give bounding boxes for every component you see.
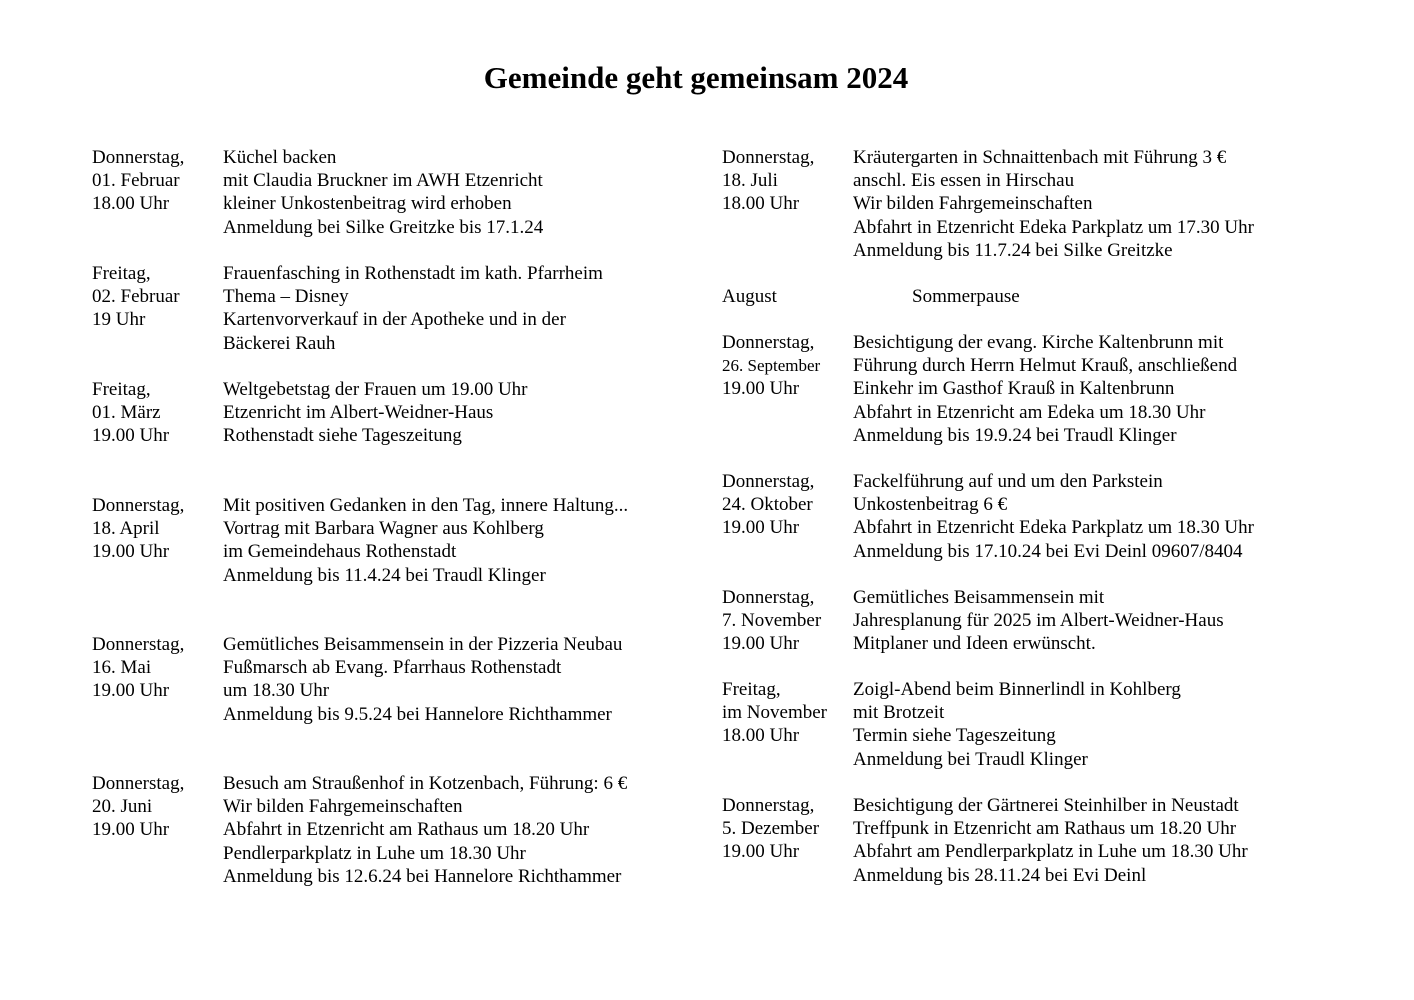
event-date-block (722, 586, 850, 656)
event-line: Anmeldung bis 19.9.24 bei Traudl Klinger (853, 424, 1177, 446)
event-line: Küchel backen (223, 147, 337, 168)
event-line: um 18.30 Uhr (223, 680, 330, 702)
event-date-block (722, 146, 850, 216)
event-line: Anmeldung bei Traudl Klinger (853, 748, 1088, 770)
event-date-block (92, 772, 220, 842)
event-line: Anmeldung bei Silke Greitzke bis 17.1.24 (223, 216, 544, 238)
event-weekday: Donnerstag, (92, 773, 185, 794)
event-line: Gemütliches Beisammensein mit (853, 587, 1105, 608)
event-date-block (722, 331, 850, 401)
event-weekday: Donnerstag, (722, 795, 815, 816)
event-line: Treffpunk in Etzenricht am Rathaus um 18.20 Uhr (853, 818, 1237, 840)
event-line: Einkehr im Gasthof Krauß in Kaltenbrunn (853, 378, 1175, 400)
event-time: 18.00 Uhr (722, 193, 800, 215)
event-weekday: Freitag, (722, 679, 781, 700)
event-line: Abfahrt in Etzenricht am Rathaus um 18.20 Uhr (223, 819, 590, 841)
event-line: Kräutergarten in Schnaittenbach mit Führung 3 € (853, 147, 1227, 168)
event-date-block (92, 633, 220, 703)
event-description (223, 772, 627, 888)
event-line: Besichtigung der evang. Kirche Kaltenbrunn mit (853, 332, 1224, 353)
event-description (853, 470, 1254, 563)
event-time: 19.00 Uhr (92, 541, 170, 563)
event-date-block (722, 470, 850, 540)
event-date: 24. Oktober (722, 494, 813, 516)
event-line: Pendlerparkplatz in Luhe um 18.30 Uhr (223, 842, 526, 864)
event-line: Wir bilden Fahrgemeinschaften (853, 193, 1093, 215)
event-time: 18.00 Uhr (722, 725, 800, 747)
event-weekday: Donnerstag, (722, 471, 815, 492)
event-line: Führung durch Herrn Helmut Krauß, anschließend (853, 355, 1238, 377)
event-weekday: Donnerstag, (722, 332, 815, 353)
event-date: 5. Dezember (722, 818, 820, 840)
event-line: Anmeldung bis 9.5.24 bei Hannelore Richthammer (223, 703, 612, 725)
event-description (223, 494, 628, 587)
event-line: Mit positiven Gedanken in den Tag, innere Haltung... (223, 495, 629, 516)
event-time: 19.00 Uhr (722, 841, 800, 863)
event-line: Besichtigung der Gärtnerei Steinhilber in Neustadt (853, 795, 1239, 816)
event-line: mit Claudia Bruckner im AWH Etzenricht (223, 170, 543, 192)
event-time: 19.00 Uhr (92, 425, 170, 447)
event-line: Kartenvorverkauf in der Apotheke und in der (223, 309, 566, 331)
event-weekday: Freitag, (92, 263, 151, 284)
event-line: Mitplaner und Ideen erwünscht. (853, 633, 1096, 655)
event-date-block (92, 378, 220, 448)
event-date: 16. Mai (92, 657, 152, 679)
event-line: Gemütliches Beisammensein in der Pizzeria Neubau (223, 634, 623, 655)
pause-text: Sommerpause (912, 286, 1020, 307)
event-date-block (722, 678, 850, 748)
event-line: Etzenricht im Albert-Weidner-Haus (223, 402, 494, 424)
event-time: 19.00 Uhr (722, 633, 800, 655)
event-line: Anmeldung bis 12.6.24 bei Hannelore Richthammer (223, 865, 622, 887)
event-line: Abfahrt am Pendlerparkplatz in Luhe um 18.30 Uhr (853, 841, 1248, 863)
event-date: 01. März (92, 402, 161, 424)
event-date: 02. Februar (92, 286, 180, 308)
event-line: Anmeldung bis 17.10.24 bei Evi Deinl 09607/8404 (853, 540, 1243, 562)
event-time: 19.00 Uhr (92, 680, 170, 702)
event-date: 7. November (722, 610, 822, 632)
event-line: Abfahrt in Etzenricht Edeka Parkplatz um 18.30 Uhr (853, 517, 1254, 539)
event-line: Besuch am Straußenhof in Kotzenbach, Führung: 6 € (223, 773, 628, 794)
event-date-block (722, 794, 850, 864)
event-description (853, 794, 1248, 887)
document-title: Gemeinde geht gemeinsam 2024 (483, 60, 909, 95)
event-weekday: Donnerstag, (92, 495, 185, 516)
pause-month: August (722, 286, 777, 307)
event-description (223, 146, 543, 239)
event-time: 19.00 Uhr (722, 517, 800, 539)
event-time: 19.00 Uhr (722, 378, 800, 400)
event-description (853, 331, 1237, 447)
event-line: Fackelführung auf und um den Parkstein (853, 471, 1163, 492)
event-line: Anmeldung bis 28.11.24 bei Evi Deinl (853, 864, 1147, 886)
event-line: anschl. Eis essen in Hirschau (853, 170, 1075, 192)
event-date: 18. Juli (722, 170, 778, 192)
event-description (223, 633, 622, 726)
event-date-block (92, 262, 220, 332)
event-description (223, 378, 528, 448)
event-line: Wir bilden Fahrgemeinschaften (223, 796, 463, 818)
event-line: Rothenstadt siehe Tageszeitung (223, 425, 462, 447)
event-line: Vortrag mit Barbara Wagner aus Kohlberg (223, 518, 544, 540)
event-description (853, 678, 1181, 771)
event-date: 01. Februar (92, 170, 180, 192)
event-description (223, 262, 603, 355)
event-line: Abfahrt in Etzenricht am Edeka um 18.30 Uhr (853, 401, 1206, 423)
event-description (853, 146, 1254, 262)
event-line: Fußmarsch ab Evang. Pfarrhaus Rothenstadt (223, 657, 562, 679)
event-weekday: Donnerstag, (722, 587, 815, 608)
event-date: im November (722, 702, 828, 724)
event-line: mit Brotzeit (853, 702, 945, 724)
event-date-block (92, 146, 220, 216)
event-line: Unkostenbeitrag 6 € (853, 494, 1008, 516)
event-date-block (92, 494, 220, 564)
event-line: Bäckerei Rauh (223, 332, 336, 354)
event-line: Jahresplanung für 2025 im Albert-Weidner-Haus (853, 610, 1224, 632)
event-time: 19 Uhr (92, 309, 146, 331)
event-date: 18. April (92, 518, 160, 540)
event-date: 26. September (722, 356, 821, 376)
event-date: 20. Juni (92, 796, 153, 818)
event-line: im Gemeindehaus Rothenstadt (223, 541, 457, 563)
event-line: kleiner Unkostenbeitrag wird erhoben (223, 193, 512, 215)
event-line: Abfahrt in Etzenricht Edeka Parkplatz um 17.30 Uhr (853, 216, 1254, 238)
event-line: Termin siehe Tageszeitung (853, 725, 1056, 747)
event-weekday: Donnerstag, (92, 147, 185, 168)
event-description (853, 586, 1224, 656)
event-line: Frauenfasching in Rothenstadt im kath. Pfarrheim (223, 263, 603, 284)
event-time: 18.00 Uhr (92, 193, 170, 215)
event-line: Weltgebetstag der Frauen um 19.00 Uhr (223, 379, 528, 400)
event-line: Anmeldung bis 11.4.24 bei Traudl Klinger (223, 564, 546, 586)
event-line: Thema – Disney (223, 286, 349, 308)
event-time: 19.00 Uhr (92, 819, 170, 841)
event-weekday: Donnerstag, (92, 634, 185, 655)
event-line: Zoigl-Abend beim Binnerlindl in Kohlberg (853, 679, 1181, 700)
event-weekday: Freitag, (92, 379, 151, 400)
event-line: Anmeldung bis 11.7.24 bei Silke Greitzke (853, 239, 1173, 261)
event-weekday: Donnerstag, (722, 147, 815, 168)
